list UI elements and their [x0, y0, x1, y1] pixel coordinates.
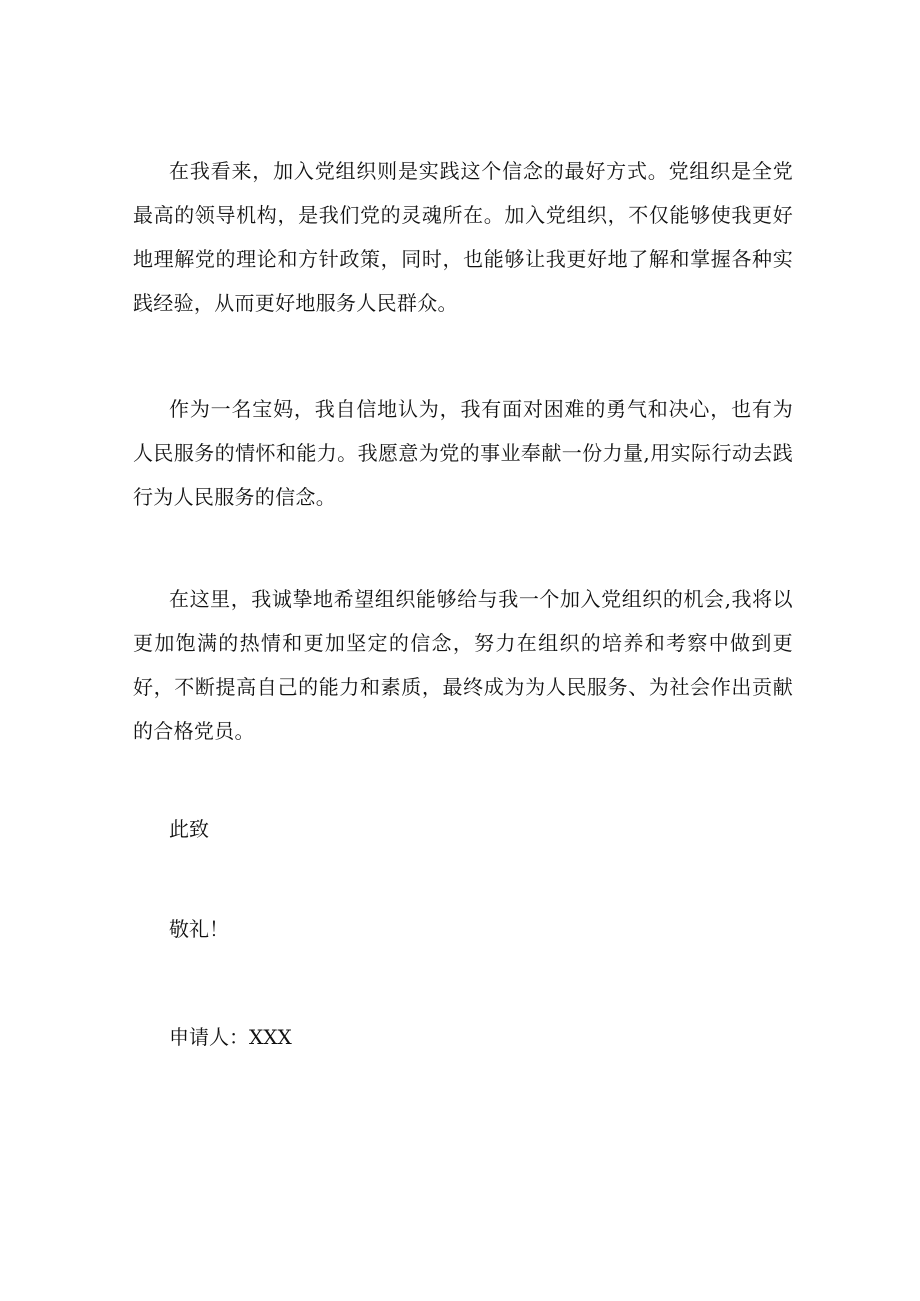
- applicant-label: 申请人：: [169, 1025, 249, 1049]
- body-paragraph-3: 在这里，我诚挚地希望组织能够给与我一个加入党组织的机会,我将以更加饱满的热情和更加坚定的信念，努力在组织的培养和考察中做到更好，不断提高自己的能力和素质，最终成为为人民服务、为社会作出贡献的合格党员。: [133, 587, 793, 743]
- applicant-signature-line: [169, 1022, 292, 1052]
- applicant-name: XXX: [249, 1025, 292, 1049]
- salutation: 敬礼！: [169, 917, 229, 941]
- body-paragraph-1: 在我看来，加入党组织则是实践这个信念的最好方式。党组织是全党最高的领导机构，是我们党的灵魂所在。加入党组织，不仅能够使我更好地理解党的理论和方针政策，同时，也能够让我更好地了解和掌握各种实践经验，从而更好地服务人民群众。: [133, 159, 793, 315]
- closing-phrase: 此致: [169, 817, 209, 841]
- body-paragraph-2: 作为一名宝妈，我自信地认为，我有面对困难的勇气和决心，也有为人民服务的情怀和能力。我愿意为党的事业奉献一份力量,用实际行动去践行为人民服务的信念。: [133, 397, 793, 509]
